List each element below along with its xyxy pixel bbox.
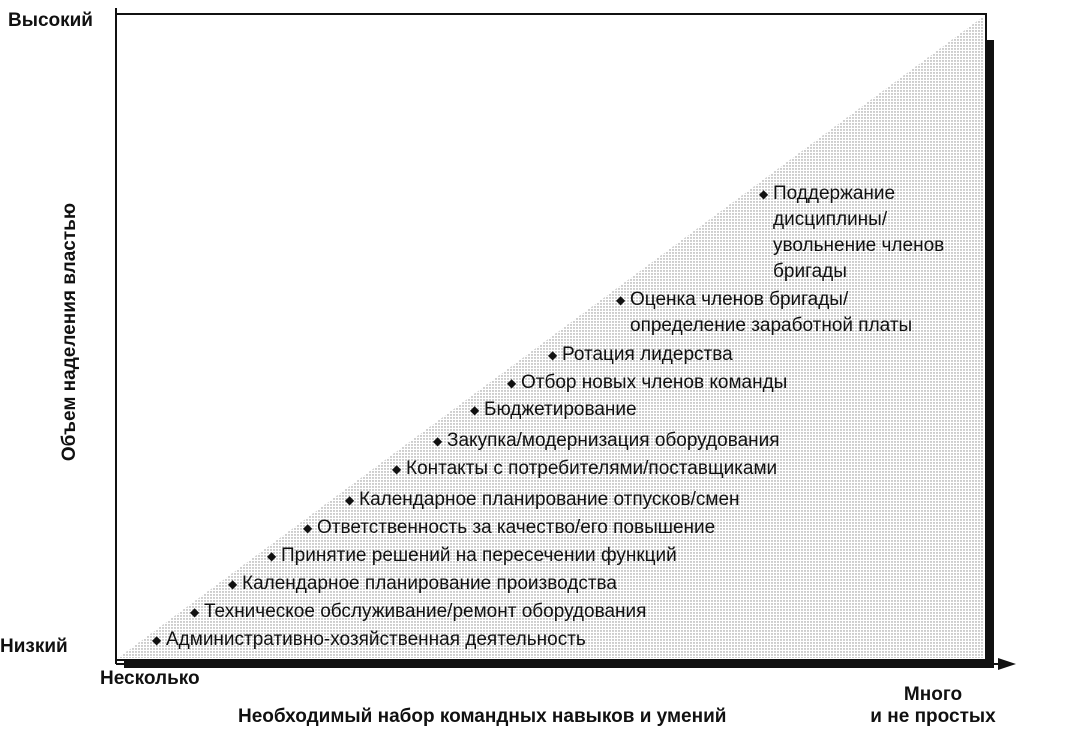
diamond-bullet-icon: ◆ xyxy=(267,549,277,563)
list-item xyxy=(392,456,778,482)
list-item xyxy=(548,342,733,368)
item-label: Административно-хозяйственная деятельность xyxy=(166,629,586,650)
list-item xyxy=(470,397,637,423)
diamond-bullet-icon: ◆ xyxy=(507,376,517,390)
list-item xyxy=(267,543,677,569)
item-label: Поддержание дисциплины/ увольнение членов бригады xyxy=(773,183,945,282)
x-axis-high-label: Много и не простых xyxy=(870,684,996,727)
list-item xyxy=(228,571,617,597)
diamond-bullet-icon: ◆ xyxy=(392,462,402,476)
item-label: Отбор новых членов команды xyxy=(521,372,788,393)
item-label: Календарное планирование отпусков/смен xyxy=(359,489,740,510)
item-label: Закупка/модернизация оборудования xyxy=(447,430,780,451)
list-item xyxy=(433,428,780,454)
diamond-bullet-icon: ◆ xyxy=(433,434,443,448)
diamond-bullet-icon: ◆ xyxy=(345,493,355,507)
item-label: Бюджетирование xyxy=(484,399,637,420)
diamond-bullet-icon: ◆ xyxy=(759,187,769,201)
diamond-bullet-icon: ◆ xyxy=(548,348,558,362)
item-label: Календарное планирование производства xyxy=(242,573,617,594)
x-axis-low-label: Несколько xyxy=(100,668,200,689)
list-item xyxy=(345,487,740,513)
list-item xyxy=(616,287,913,339)
y-axis-low-label: Низкий xyxy=(0,636,68,657)
item-label: Принятие решений на пересечении функций xyxy=(281,545,677,566)
item-label: Оценка членов бригады/ определение заработной платы xyxy=(630,289,913,336)
diamond-bullet-icon: ◆ xyxy=(152,633,162,647)
diamond-bullet-icon: ◆ xyxy=(228,577,238,591)
x-axis-arrowhead xyxy=(998,658,1016,670)
diamond-bullet-icon: ◆ xyxy=(616,293,626,307)
y-axis-high-label: Высокий xyxy=(8,10,93,31)
item-label: Ответственность за качество/его повышение xyxy=(317,517,716,538)
list-item xyxy=(152,627,586,653)
diamond-bullet-icon: ◆ xyxy=(470,403,480,417)
list-item xyxy=(190,599,647,625)
y-axis-title: Объем наделения властью xyxy=(59,202,80,462)
list-item xyxy=(507,370,788,396)
list-item xyxy=(759,181,945,285)
item-label: Ротация лидерства xyxy=(562,344,733,365)
item-label: Техническое обслуживание/ремонт оборудования xyxy=(204,601,647,622)
list-item xyxy=(303,515,716,541)
diamond-bullet-icon: ◆ xyxy=(303,521,313,535)
x-axis-title: Необходимый набор командных навыков и умений xyxy=(238,706,727,727)
item-label: Контакты с потребителями/поставщиками xyxy=(406,458,778,479)
diamond-bullet-icon: ◆ xyxy=(190,605,200,619)
